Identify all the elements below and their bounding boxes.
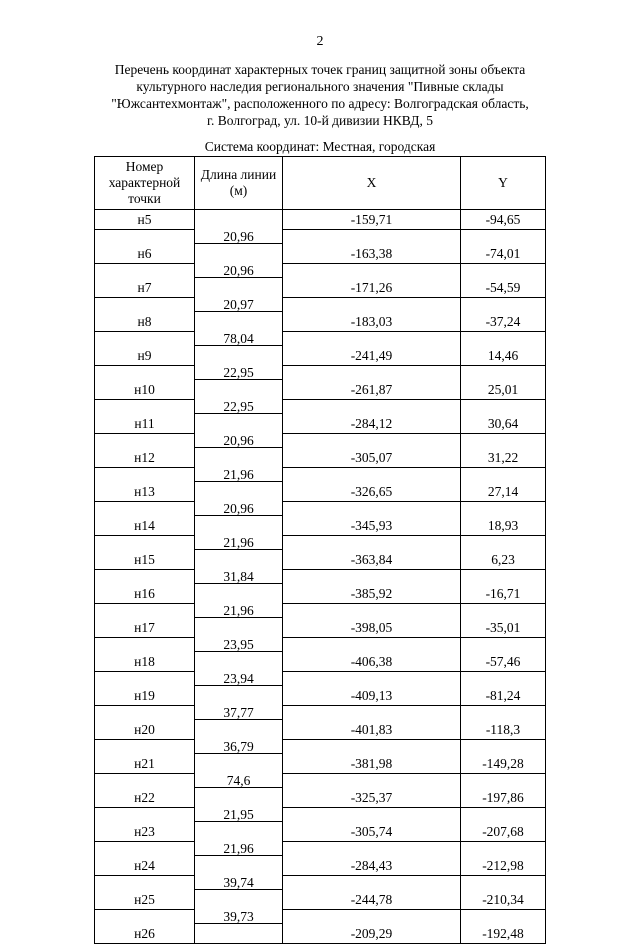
length-gap-cell <box>195 278 283 298</box>
x-gap-cell <box>283 366 461 380</box>
y-gap-cell <box>461 332 546 346</box>
y-gap-cell <box>461 264 546 278</box>
point-cell: н18 <box>95 652 195 672</box>
length-cell: 21,96 <box>195 604 283 618</box>
x-cell: -325,37 <box>283 788 461 808</box>
point-cell: н14 <box>95 516 195 536</box>
x-cell: -209,29 <box>283 924 461 944</box>
title-line-2: культурного наследия регионального значения "Пивные склады <box>0 79 640 96</box>
y-gap-cell <box>461 536 546 550</box>
page-number: 2 <box>0 0 640 50</box>
length-cell: 22,95 <box>195 366 283 380</box>
length-gap-cell <box>195 890 283 910</box>
point-cell: н16 <box>95 584 195 604</box>
length-gap-cell <box>195 244 283 264</box>
x-cell: -183,03 <box>283 312 461 332</box>
point-cell: н17 <box>95 618 195 638</box>
header-point-number: Номер характерной точки <box>95 157 195 211</box>
length-gap-cell <box>195 754 283 774</box>
coordinates-grid <box>95 157 546 944</box>
point-cell: н19 <box>95 686 195 706</box>
x-cell: -171,26 <box>283 278 461 298</box>
length-cell: 23,94 <box>195 672 283 686</box>
y-cell: 18,93 <box>461 516 546 536</box>
point-cell: н8 <box>95 312 195 332</box>
point-cell: н23 <box>95 822 195 842</box>
length-gap-cell <box>195 618 283 638</box>
point-gap-cell <box>95 366 195 380</box>
x-cell: -398,05 <box>283 618 461 638</box>
length-gap-cell <box>195 550 283 570</box>
x-gap-cell <box>283 876 461 890</box>
point-cell: н13 <box>95 482 195 502</box>
y-gap-cell <box>461 876 546 890</box>
length-cell: 21,96 <box>195 468 283 482</box>
title-line-1: Перечень координат характерных точек границ защитной зоны объекта <box>0 62 640 79</box>
y-gap-cell <box>461 842 546 856</box>
length-gap-cell <box>195 346 283 366</box>
point-gap-cell <box>95 230 195 244</box>
point-gap-cell <box>95 400 195 414</box>
y-cell: -207,68 <box>461 822 546 842</box>
point-cell: н22 <box>95 788 195 808</box>
x-gap-cell <box>283 910 461 924</box>
point-cell: н12 <box>95 448 195 468</box>
point-gap-cell <box>95 332 195 346</box>
x-cell: -284,12 <box>283 414 461 434</box>
length-cell: 36,79 <box>195 740 283 754</box>
point-gap-cell <box>95 468 195 482</box>
y-gap-cell <box>461 910 546 924</box>
point-gap-cell <box>95 298 195 312</box>
length-cell: 37,77 <box>195 706 283 720</box>
length-gap-cell <box>195 822 283 842</box>
length-cell: 23,95 <box>195 638 283 652</box>
y-gap-cell <box>461 672 546 686</box>
length-gap-cell <box>195 414 283 434</box>
point-cell: н9 <box>95 346 195 366</box>
length-cell: 20,97 <box>195 298 283 312</box>
x-gap-cell <box>283 706 461 720</box>
length-cell: 20,96 <box>195 264 283 278</box>
y-cell: -210,34 <box>461 890 546 910</box>
title-line-3: "Южсантехмонтаж", расположенного по адресу: Волгоградская область, <box>0 96 640 113</box>
length-cell: 78,04 <box>195 332 283 346</box>
length-cell: 22,95 <box>195 400 283 414</box>
x-cell: -244,78 <box>283 890 461 910</box>
point-gap-cell <box>95 604 195 618</box>
x-cell: -409,13 <box>283 686 461 706</box>
y-cell: -57,46 <box>461 652 546 672</box>
x-cell: -241,49 <box>283 346 461 366</box>
x-cell: -363,84 <box>283 550 461 570</box>
x-gap-cell <box>283 570 461 584</box>
length-gap-cell <box>195 380 283 400</box>
y-gap-cell <box>461 774 546 788</box>
y-cell: -54,59 <box>461 278 546 298</box>
x-cell: -305,74 <box>283 822 461 842</box>
header-x: X <box>283 157 461 211</box>
length-gap-cell <box>195 210 283 230</box>
y-gap-cell <box>461 706 546 720</box>
length-gap-cell <box>195 652 283 672</box>
point-gap-cell <box>95 706 195 720</box>
coordinate-system-label: Система координат: Местная, городская <box>0 139 640 155</box>
point-gap-cell <box>95 638 195 652</box>
x-gap-cell <box>283 536 461 550</box>
length-gap-cell <box>195 924 283 944</box>
point-cell: н25 <box>95 890 195 910</box>
point-gap-cell <box>95 910 195 924</box>
length-gap-cell <box>195 482 283 502</box>
length-gap-cell <box>195 448 283 468</box>
point-gap-cell <box>95 264 195 278</box>
x-cell: -381,98 <box>283 754 461 774</box>
x-gap-cell <box>283 434 461 448</box>
x-cell: -159,71 <box>283 210 461 230</box>
length-cell: 21,95 <box>195 808 283 822</box>
y-gap-cell <box>461 604 546 618</box>
point-gap-cell <box>95 502 195 516</box>
x-cell: -163,38 <box>283 244 461 264</box>
x-cell: -345,93 <box>283 516 461 536</box>
point-cell: н21 <box>95 754 195 774</box>
y-cell: -149,28 <box>461 754 546 774</box>
x-gap-cell <box>283 740 461 754</box>
x-gap-cell <box>283 332 461 346</box>
length-cell: 20,96 <box>195 230 283 244</box>
point-gap-cell <box>95 672 195 686</box>
y-gap-cell <box>461 502 546 516</box>
y-gap-cell <box>461 230 546 244</box>
point-gap-cell <box>95 808 195 822</box>
coordinates-table <box>94 156 546 944</box>
x-cell: -401,83 <box>283 720 461 740</box>
length-gap-cell <box>195 720 283 740</box>
y-gap-cell <box>461 298 546 312</box>
length-gap-cell <box>195 516 283 536</box>
header-y: Y <box>461 157 546 211</box>
length-cell: 20,96 <box>195 434 283 448</box>
point-gap-cell <box>95 740 195 754</box>
y-gap-cell <box>461 366 546 380</box>
length-cell: 39,74 <box>195 876 283 890</box>
length-gap-cell <box>195 312 283 332</box>
point-cell: н11 <box>95 414 195 434</box>
x-gap-cell <box>283 808 461 822</box>
point-cell: н6 <box>95 244 195 264</box>
y-cell: -197,86 <box>461 788 546 808</box>
y-cell: -37,24 <box>461 312 546 332</box>
header-line-length: Длина линии (м) <box>195 157 283 211</box>
y-cell: -192,48 <box>461 924 546 944</box>
point-cell: н24 <box>95 856 195 876</box>
y-gap-cell <box>461 434 546 448</box>
point-cell: н10 <box>95 380 195 400</box>
point-gap-cell <box>95 434 195 448</box>
x-gap-cell <box>283 842 461 856</box>
y-cell: -81,24 <box>461 686 546 706</box>
y-cell: -118,3 <box>461 720 546 740</box>
point-gap-cell <box>95 876 195 890</box>
x-gap-cell <box>283 774 461 788</box>
y-gap-cell <box>461 400 546 414</box>
y-cell: 27,14 <box>461 482 546 502</box>
x-cell: -261,87 <box>283 380 461 400</box>
point-cell: н26 <box>95 924 195 944</box>
length-gap-cell <box>195 788 283 808</box>
document-title <box>0 62 640 130</box>
x-gap-cell <box>283 604 461 618</box>
y-cell: 30,64 <box>461 414 546 434</box>
length-cell: 21,96 <box>195 842 283 856</box>
point-cell: н20 <box>95 720 195 740</box>
y-gap-cell <box>461 570 546 584</box>
length-gap-cell <box>195 686 283 706</box>
point-cell: н7 <box>95 278 195 298</box>
x-cell: -284,43 <box>283 856 461 876</box>
x-gap-cell <box>283 638 461 652</box>
x-gap-cell <box>283 230 461 244</box>
y-cell: 25,01 <box>461 380 546 400</box>
y-gap-cell <box>461 740 546 754</box>
length-gap-cell <box>195 584 283 604</box>
y-gap-cell <box>461 468 546 482</box>
y-cell: 31,22 <box>461 448 546 468</box>
x-cell: -406,38 <box>283 652 461 672</box>
length-gap-cell <box>195 856 283 876</box>
point-cell: н5 <box>95 210 195 230</box>
x-gap-cell <box>283 298 461 312</box>
y-gap-cell <box>461 808 546 822</box>
x-gap-cell <box>283 468 461 482</box>
y-cell: -35,01 <box>461 618 546 638</box>
x-gap-cell <box>283 400 461 414</box>
y-gap-cell <box>461 638 546 652</box>
x-cell: -305,07 <box>283 448 461 468</box>
y-cell: -16,71 <box>461 584 546 604</box>
length-cell: 74,6 <box>195 774 283 788</box>
y-cell: -212,98 <box>461 856 546 876</box>
y-cell: 14,46 <box>461 346 546 366</box>
length-cell: 39,73 <box>195 910 283 924</box>
point-gap-cell <box>95 774 195 788</box>
x-cell: -326,65 <box>283 482 461 502</box>
y-cell: 6,23 <box>461 550 546 570</box>
x-gap-cell <box>283 672 461 686</box>
point-gap-cell <box>95 842 195 856</box>
title-line-4: г. Волгоград, ул. 10-й дивизии НКВД, 5 <box>0 113 640 130</box>
length-cell: 31,84 <box>195 570 283 584</box>
point-gap-cell <box>95 536 195 550</box>
y-cell: -94,65 <box>461 210 546 230</box>
point-cell: н15 <box>95 550 195 570</box>
point-gap-cell <box>95 570 195 584</box>
length-cell: 21,96 <box>195 536 283 550</box>
x-gap-cell <box>283 502 461 516</box>
x-gap-cell <box>283 264 461 278</box>
y-cell: -74,01 <box>461 244 546 264</box>
x-cell: -385,92 <box>283 584 461 604</box>
length-cell: 20,96 <box>195 502 283 516</box>
